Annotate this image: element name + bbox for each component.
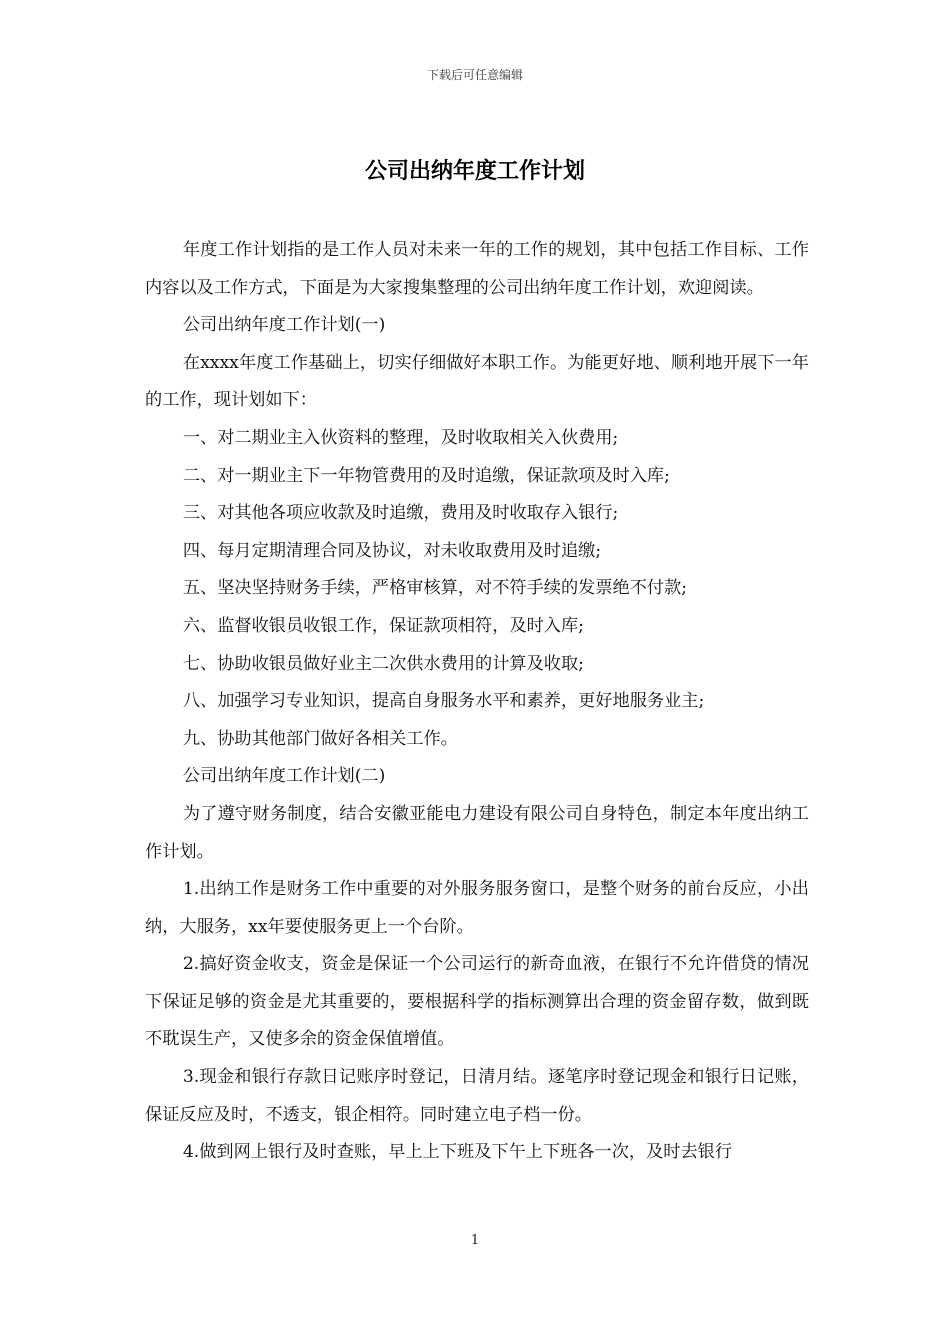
- numbered-paragraph: 3.现金和银行存款日记账序时登记，日清月结。逐笔序时登记现金和银行日记账，保证反应及时，不透支，银企相符。同时建立电子档一份。: [145, 1067, 809, 1125]
- list-item: 七、协助收银员做好业主二次供水费用的计算及收取;: [182, 653, 584, 674]
- list-item: 九、协助其他部门做好各相关工作。: [182, 728, 458, 749]
- list-item: 一、对二期业主入伙资料的整理，及时收取相关入伙费用;: [182, 427, 619, 448]
- document-body: [145, 232, 809, 1172]
- section-heading-2: 公司出纳年度工作计划(二): [182, 766, 386, 787]
- numbered-paragraph: 2.搞好资金收支，资金是保证一个公司运行的新奇血液，在银行不允许借贷的情况下保证足够的资金是尤其重要的，要根据科学的指标测算出合理的资金留存数，做到既不耽误生产，又使多余的资金保值增值。: [145, 954, 809, 1050]
- section-heading-1: 公司出纳年度工作计划(一): [182, 315, 386, 336]
- list-item: 二、对一期业主下一年物管费用的及时追缴，保证款项及时入库;: [182, 465, 670, 486]
- list-item: 三、对其他各项应收款及时追缴，费用及时收取存入银行;: [182, 503, 619, 524]
- list-item: 四、每月定期清理合同及协议，对未收取费用及时追缴;: [182, 540, 602, 561]
- numbered-paragraph: 4.做到网上银行及时查账，早上上下班及下午上下班各一次，及时去银行: [182, 1142, 733, 1163]
- list-item: 八、加强学习专业知识，提高自身服务水平和素养，更好地服务业主;: [182, 691, 705, 712]
- list-item: 六、监督收银员收银工作，保证款项相符，及时入库;: [182, 615, 584, 636]
- list-item: 五、坚决坚持财务手续，严格审核算，对不符手续的发票绝不付款;: [182, 578, 688, 599]
- intro-paragraph: 年度工作计划指的是工作人员对未来一年的工作的规划，其中包括工作目标、工作内容以及工作方式，下面是为大家搜集整理的公司出纳年度工作计划，欢迎阅读。: [145, 240, 809, 298]
- paragraph: 为了遵守财务制度，结合安徽亚能电力建设有限公司自身特色，制定本年度出纳工作计划。: [145, 803, 809, 862]
- page-number: 1: [470, 1233, 480, 1248]
- numbered-paragraph: 1.出纳工作是财务工作中重要的对外服务服务窗口，是整个财务的前台反应，小出纳，大服务，xx年要使服务更上一个台阶。: [145, 879, 809, 937]
- paragraph: 在xxxx年度工作基础上，切实仔细做好本职工作。为能更好地、顺利地开展下一年的工作，现计划如下：: [145, 352, 809, 411]
- header-note: 下载后可任意编辑: [426, 68, 523, 82]
- document-title: 公司出纳年度工作计划: [364, 159, 585, 184]
